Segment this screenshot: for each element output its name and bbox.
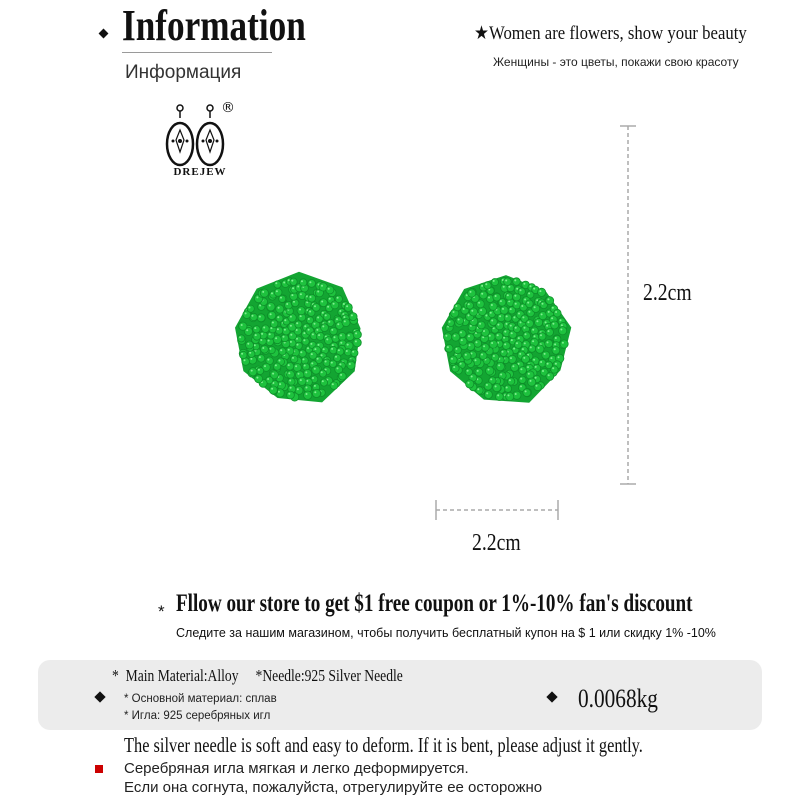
star-icon: ★ — [474, 23, 490, 44]
slogan-ru: Женщины - это цветы, покажи свою красоту — [493, 55, 739, 69]
notice-text-ru-line-1: Серебряная игла мягкая и легко деформируется. — [124, 760, 469, 777]
registered-mark: ® — [221, 100, 235, 116]
notice-text: The silver needle is soft and easy to deform. If it is bent, please adjust it gently. — [124, 733, 643, 757]
height-dimension-line — [620, 120, 636, 490]
needle-spec-ru: * Игла: 925 серебряных игл — [124, 710, 271, 722]
brand-name: DREJEW — [173, 166, 227, 178]
material-spec-ru: * Основной материал: сплав — [124, 693, 277, 705]
earring-right-image — [435, 268, 577, 410]
width-label: 2.2cm — [472, 530, 521, 556]
bullet-diamond-icon — [99, 29, 109, 39]
asterisk-icon: * — [158, 602, 165, 621]
title-divider — [122, 52, 272, 53]
width-dimension-line — [432, 500, 562, 520]
slogan-en — [474, 22, 747, 45]
height-label: 2.2cm — [643, 280, 692, 306]
weight-value: 0.0068kg — [578, 684, 658, 713]
coupon-text: Fllow our store to get $1 free coupon or 1%-10% fan's discount — [176, 590, 693, 617]
notice-text-ru-line-2: Если она согнута, пожалуйста, отрегулируйте ее осторожно — [124, 779, 543, 796]
page-title: Information — [122, 1, 306, 50]
page-title-ru: Информация — [125, 62, 242, 83]
slogan-en-text: Women are flowers, show your beauty — [489, 23, 747, 44]
material-spec: * Main Material:Alloy *Needle:925 Silver Needle — [112, 666, 403, 685]
earring-left-image — [228, 268, 370, 410]
red-square-icon — [95, 765, 103, 773]
coupon-text-ru: Следите за нашим магазином, чтобы получить бесплатный купон на $ 1 или скидку 1% -10% — [176, 626, 716, 640]
